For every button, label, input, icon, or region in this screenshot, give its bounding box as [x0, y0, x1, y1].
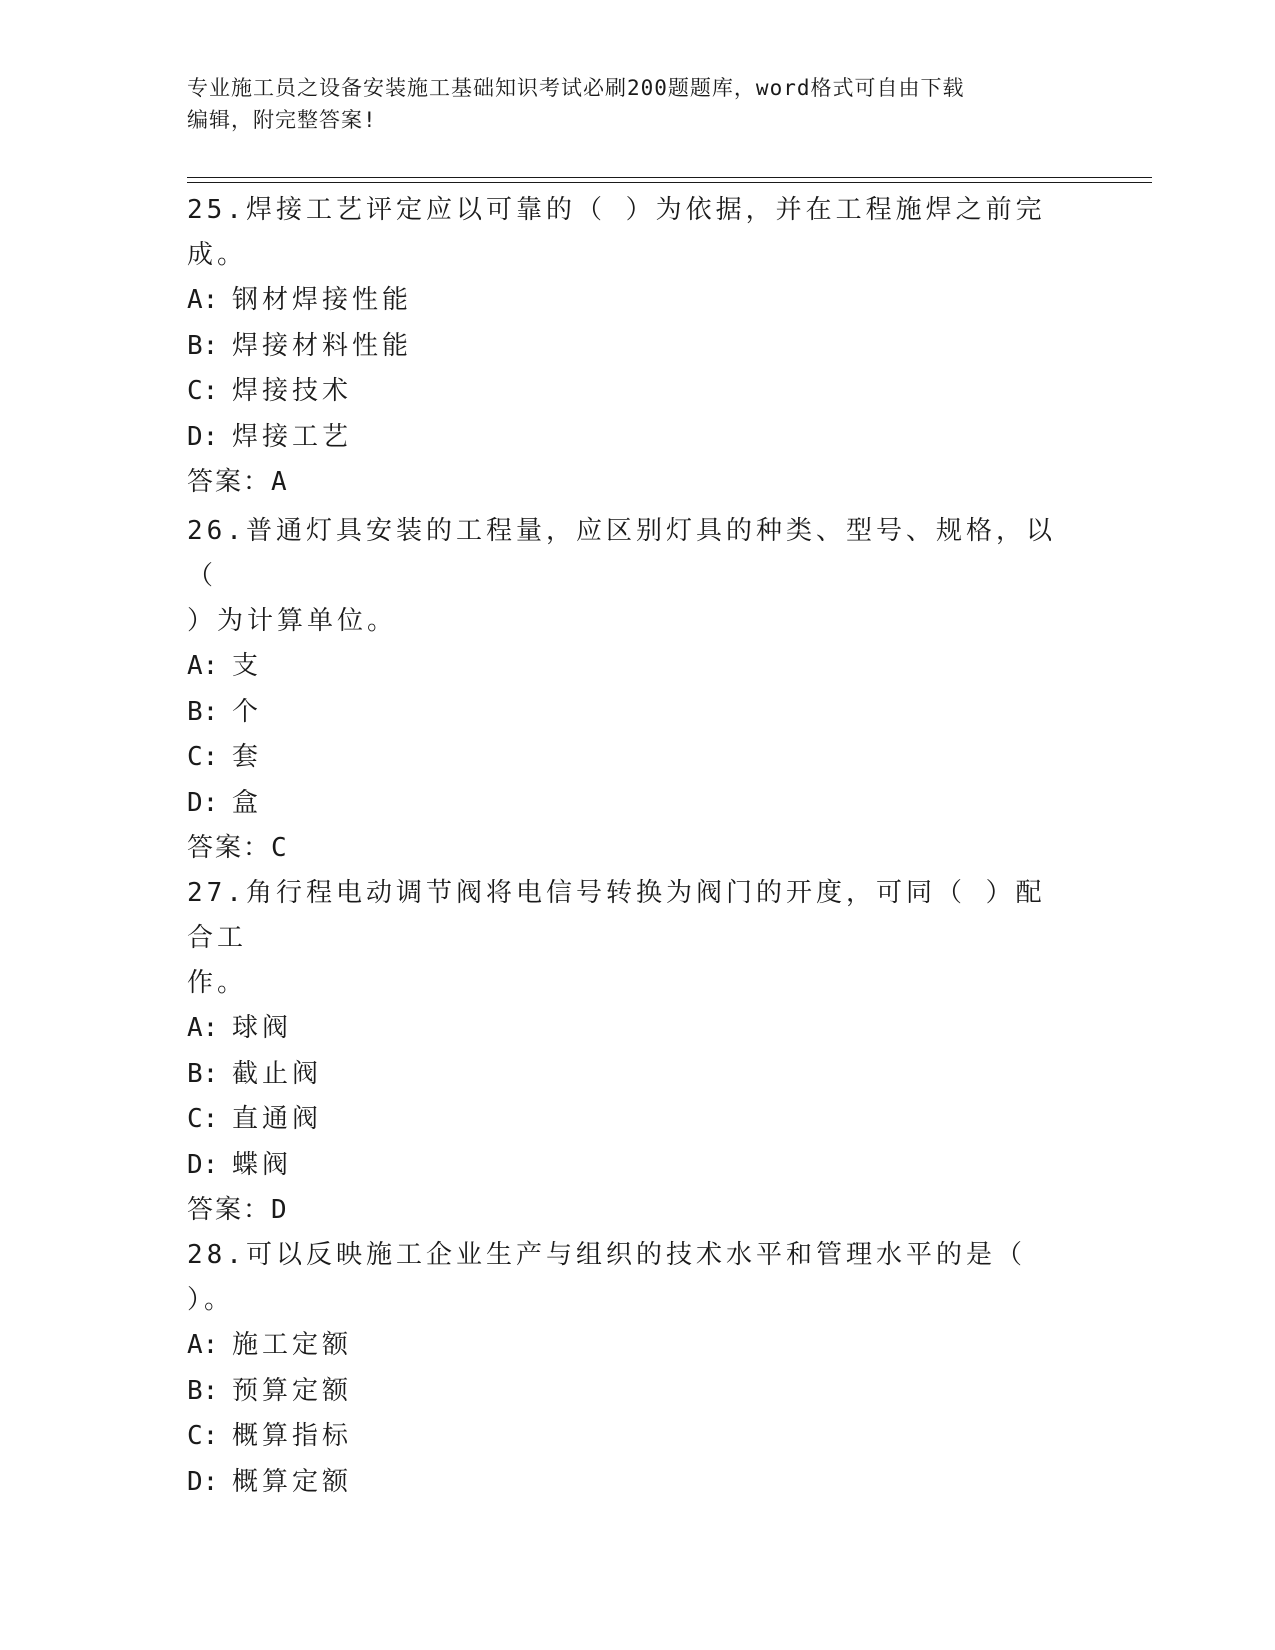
option-text: 焊接工艺 — [232, 421, 353, 452]
option-text: 截止阀 — [232, 1058, 323, 1089]
option-a — [187, 278, 1067, 324]
answer-label: 答案： — [187, 1195, 272, 1225]
option-d — [187, 415, 1067, 461]
option-text: 蝶阀 — [232, 1149, 293, 1180]
option-d — [187, 781, 1067, 827]
answer-value: D — [271, 1195, 287, 1225]
option-letter: A: — [187, 285, 219, 315]
answer-value: C — [271, 833, 287, 863]
question-stem: 28.可以反映施工企业生产与组织的技术水平和管理水平的是（ ）。 — [187, 1240, 1026, 1315]
header-divider-top — [187, 177, 1152, 178]
question-25 — [187, 188, 1067, 506]
question-stem: 25.焊接工艺评定应以可靠的（ ）为依据，并在工程施焊之前完成。 — [187, 195, 1046, 270]
option-text: 施工定额 — [232, 1330, 353, 1360]
answer-line — [187, 460, 1067, 506]
answer-line — [187, 1188, 1067, 1234]
option-c — [187, 1097, 1067, 1143]
option-text: 球阀 — [232, 1013, 293, 1043]
option-letter: A: — [187, 1013, 219, 1043]
answer-line — [187, 826, 1067, 872]
question-stem: 26.普通灯具安装的工程量，应区别灯具的种类、型号、规格，以（ — [187, 516, 1056, 591]
header-divider-bottom — [187, 182, 1152, 183]
option-letter: D: — [187, 787, 219, 818]
option-text: 套 — [232, 742, 263, 772]
option-letter: C: — [187, 1421, 219, 1451]
answer-value: A — [271, 467, 287, 497]
option-text: 预算定额 — [232, 1375, 353, 1406]
option-c — [187, 1414, 1067, 1460]
option-d — [187, 1460, 1067, 1506]
option-b — [187, 1052, 1067, 1098]
option-letter: B: — [187, 1058, 219, 1089]
option-b — [187, 690, 1067, 736]
option-text: 概算指标 — [232, 1421, 353, 1451]
option-b — [187, 324, 1067, 370]
option-text: 盒 — [232, 787, 263, 818]
option-a — [187, 644, 1067, 690]
option-a — [187, 1006, 1067, 1052]
option-text: 焊接技术 — [232, 376, 353, 406]
option-letter: C: — [187, 376, 219, 406]
option-text: 钢材焊接性能 — [232, 285, 413, 315]
option-letter: C: — [187, 742, 219, 772]
question-stem-continued: ）为计算单位。 — [187, 606, 398, 636]
option-text: 支 — [232, 651, 263, 681]
question-28 — [187, 1233, 1067, 1505]
question-27 — [187, 871, 1067, 1234]
option-letter: B: — [187, 1375, 219, 1406]
answer-label: 答案： — [187, 467, 272, 497]
question-stem: 27.角行程电动调节阀将电信号转换为阀门的开度，可同（ ）配合工 — [187, 878, 1046, 953]
document-header — [187, 72, 1067, 136]
answer-label: 答案： — [187, 833, 272, 863]
option-text: 焊接材料性能 — [232, 330, 413, 361]
option-text: 直通阀 — [232, 1104, 323, 1134]
option-text: 概算定额 — [232, 1466, 353, 1497]
option-letter: B: — [187, 330, 219, 361]
question-26 — [187, 509, 1067, 872]
header-title-line-1: 专业施工员之设备安装施工基础知识考试必刷200题题库，word格式可自由下载 — [187, 76, 965, 100]
option-letter: D: — [187, 421, 219, 452]
option-d — [187, 1143, 1067, 1189]
option-letter: D: — [187, 1149, 219, 1180]
option-letter: D: — [187, 1466, 219, 1497]
option-text: 个 — [232, 696, 263, 727]
option-letter: A: — [187, 651, 219, 681]
option-c — [187, 369, 1067, 415]
option-b — [187, 1369, 1067, 1415]
question-stem-continued: 作。 — [187, 968, 248, 998]
header-title-line-2: 编辑，附完整答案! — [187, 108, 377, 132]
option-letter: C: — [187, 1104, 219, 1134]
option-c — [187, 735, 1067, 781]
option-a — [187, 1323, 1067, 1369]
option-letter: B: — [187, 696, 219, 727]
option-letter: A: — [187, 1330, 219, 1360]
